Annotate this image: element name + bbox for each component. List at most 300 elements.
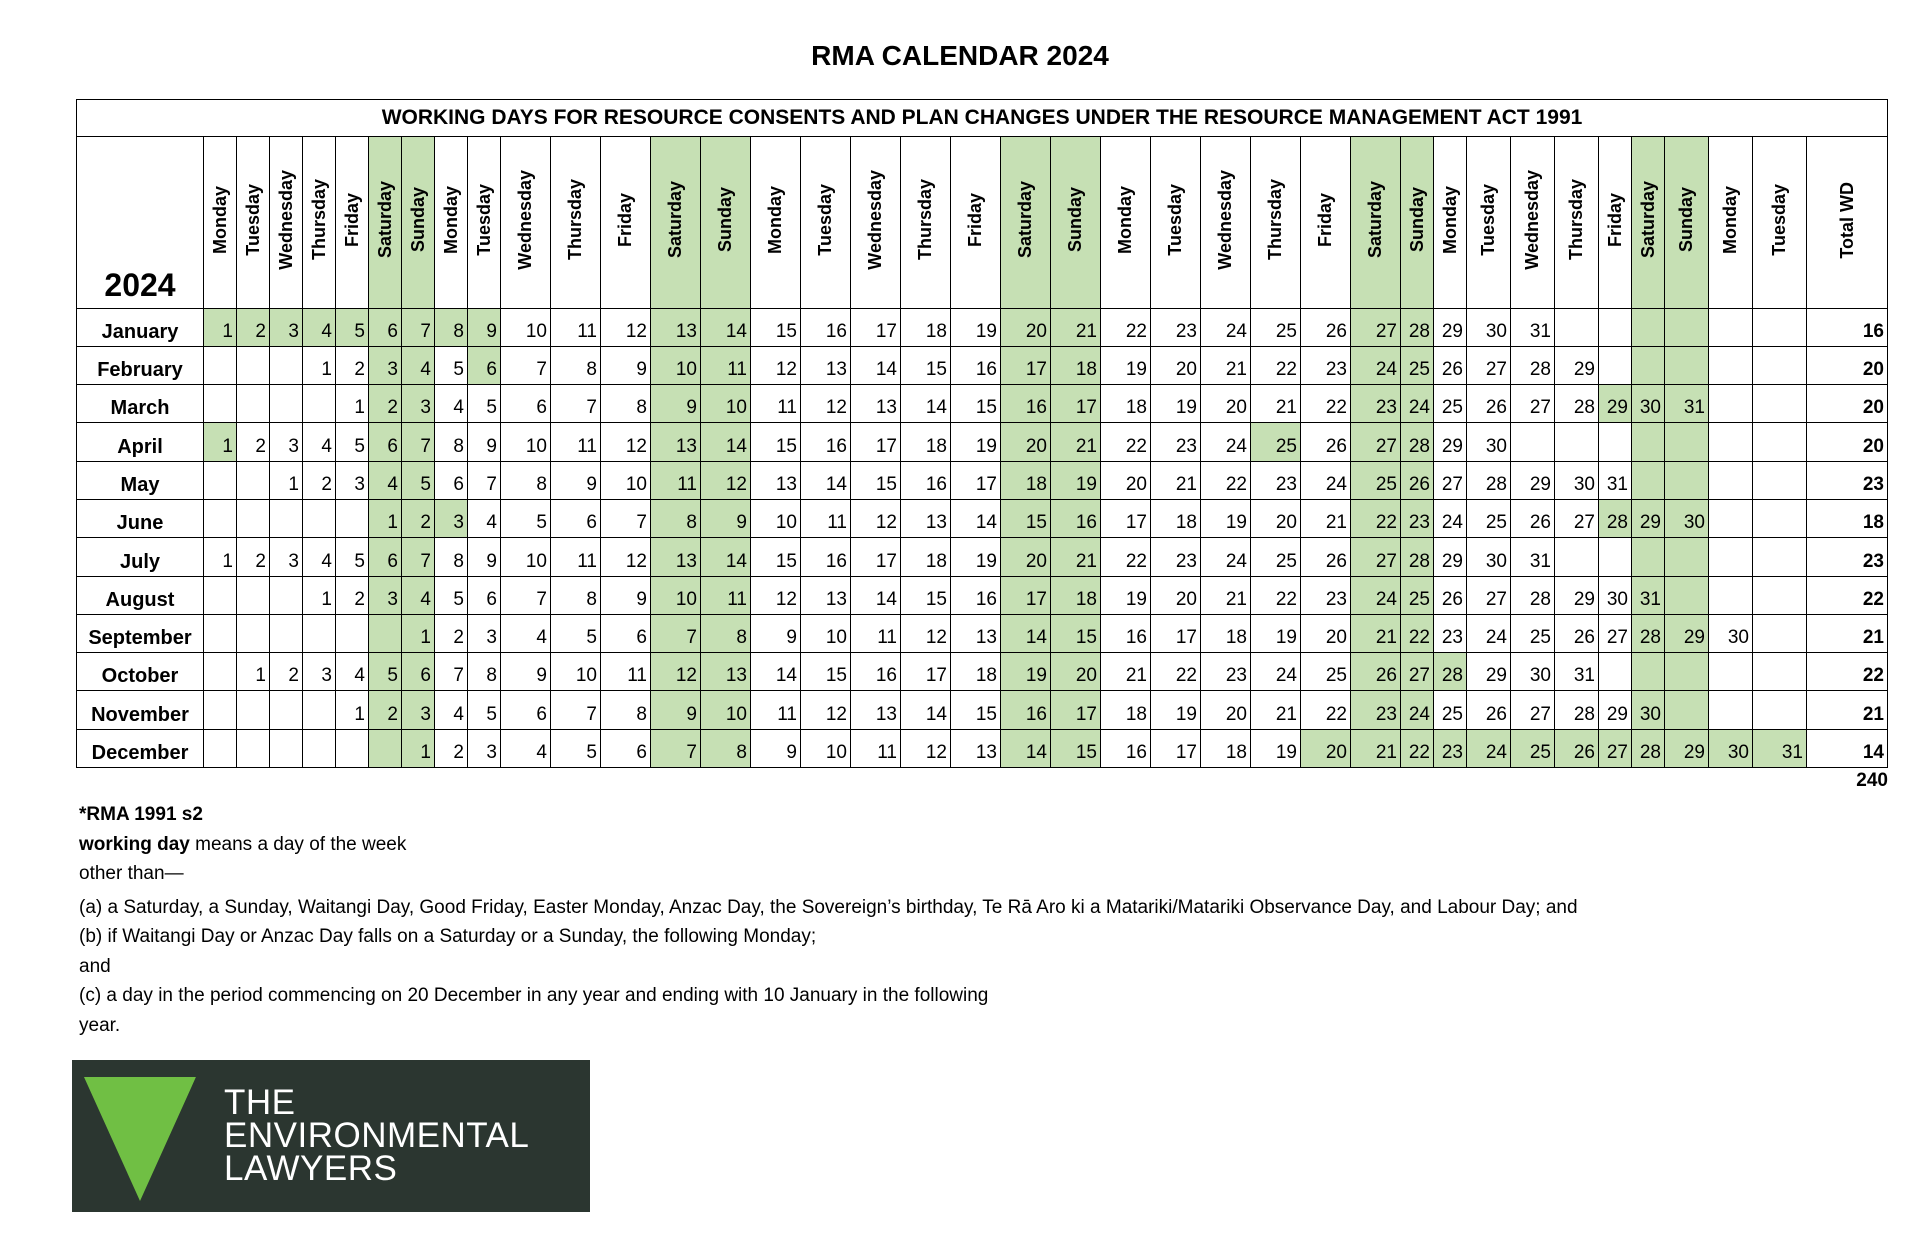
total-wd-label: Total WD: [1836, 181, 1857, 259]
empty-cell: [303, 499, 336, 537]
day-cell: 17: [1051, 385, 1101, 423]
empty-cell: [204, 576, 237, 614]
weekday-header: [801, 137, 851, 308]
month-name: March: [77, 385, 204, 423]
day-cell: 30: [1665, 499, 1709, 537]
empty-cell: [1632, 461, 1665, 499]
day-cell: 30: [1709, 614, 1753, 652]
day-cell: 21: [1201, 576, 1251, 614]
day-cell: 8: [435, 308, 468, 346]
day-cell: 20: [1301, 614, 1351, 652]
day-cell: 16: [1051, 499, 1101, 537]
month-row: [77, 614, 1888, 652]
day-cell: 25: [1511, 729, 1555, 767]
day-cell: 18: [1101, 385, 1151, 423]
empty-cell: [369, 729, 402, 767]
day-cell: 11: [551, 308, 601, 346]
month-name: February: [77, 346, 204, 384]
day-cell: 1: [336, 385, 369, 423]
day-cell: 2: [369, 691, 402, 729]
weekday-header: [1511, 137, 1555, 308]
weekday-label: Sunday: [1676, 187, 1696, 253]
day-cell: 15: [901, 346, 951, 384]
day-cell: 9: [468, 423, 501, 461]
day-cell: 16: [851, 653, 901, 691]
day-cell: 15: [801, 653, 851, 691]
day-cell: 27: [1511, 691, 1555, 729]
day-cell: 31: [1511, 538, 1555, 576]
table-subtitle: WORKING DAYS FOR RESOURCE CONSENTS AND PLAN CHANGES UNDER THE RESOURCE MANAGEMENT ACT 1991: [77, 100, 1888, 137]
weekday-label: Tuesday: [1478, 184, 1498, 256]
month-row: [77, 576, 1888, 614]
day-cell: 31: [1555, 653, 1599, 691]
empty-cell: [1555, 538, 1599, 576]
weekday-header: [1665, 137, 1709, 308]
month-row: [77, 691, 1888, 729]
day-cell: 7: [651, 729, 701, 767]
day-cell: 13: [801, 346, 851, 384]
day-cell: 29: [1511, 461, 1555, 499]
day-cell: 27: [1351, 423, 1401, 461]
day-cell: 1: [369, 499, 402, 537]
month-total-wd: 21: [1807, 691, 1888, 729]
day-cell: 7: [551, 691, 601, 729]
day-cell: 18: [1051, 576, 1101, 614]
weekday-header: [1101, 137, 1151, 308]
day-cell: 12: [751, 576, 801, 614]
day-cell: 17: [901, 653, 951, 691]
day-cell: 6: [369, 538, 402, 576]
day-cell: 12: [751, 346, 801, 384]
day-cell: 22: [1101, 538, 1151, 576]
day-cell: 15: [751, 538, 801, 576]
day-cell: 11: [601, 653, 651, 691]
day-cell: 26: [1301, 538, 1351, 576]
day-cell: 16: [801, 538, 851, 576]
day-cell: 24: [1301, 461, 1351, 499]
day-cell: 27: [1467, 346, 1511, 384]
day-cell: 16: [1101, 614, 1151, 652]
month-name: July: [77, 538, 204, 576]
day-cell: 28: [1511, 576, 1555, 614]
day-cell: 19: [1251, 614, 1301, 652]
day-cell: 23: [1301, 346, 1351, 384]
day-cell: 13: [651, 538, 701, 576]
weekday-header: [851, 137, 901, 308]
day-cell: 7: [468, 461, 501, 499]
empty-cell: [270, 385, 303, 423]
day-cell: 8: [435, 423, 468, 461]
weekday-label: Saturday: [665, 181, 685, 259]
day-cell: 23: [1434, 614, 1467, 652]
empty-cell: [1709, 423, 1753, 461]
empty-cell: [237, 614, 270, 652]
weekday-header: [1555, 137, 1599, 308]
day-cell: 19: [951, 538, 1001, 576]
empty-cell: [1753, 653, 1807, 691]
day-cell: 21: [1301, 499, 1351, 537]
empty-cell: [1632, 308, 1665, 346]
month-total-wd: 20: [1807, 423, 1888, 461]
day-cell: 30: [1467, 538, 1511, 576]
day-cell: 24: [1201, 423, 1251, 461]
day-cell: 26: [1301, 423, 1351, 461]
day-cell: 22: [1251, 576, 1301, 614]
weekday-header: [237, 137, 270, 308]
day-cell: 3: [270, 538, 303, 576]
month-name: April: [77, 423, 204, 461]
day-cell: 12: [701, 461, 751, 499]
day-cell: 7: [402, 423, 435, 461]
day-cell: 30: [1467, 308, 1511, 346]
day-cell: 13: [801, 576, 851, 614]
weekday-header: [204, 137, 237, 308]
empty-cell: [270, 614, 303, 652]
day-cell: 10: [501, 538, 551, 576]
day-cell: 27: [1555, 499, 1599, 537]
day-cell: 29: [1665, 614, 1709, 652]
day-cell: 24: [1401, 691, 1434, 729]
day-cell: 11: [851, 729, 901, 767]
day-cell: 14: [1001, 614, 1051, 652]
day-cell: 17: [1151, 614, 1201, 652]
day-cell: 25: [1401, 576, 1434, 614]
day-cell: 2: [435, 614, 468, 652]
day-cell: 16: [951, 346, 1001, 384]
day-cell: 28: [1632, 614, 1665, 652]
empty-cell: [1665, 423, 1709, 461]
empty-cell: [369, 614, 402, 652]
day-cell: 23: [1151, 423, 1201, 461]
day-cell: 15: [951, 385, 1001, 423]
weekday-label: Saturday: [1015, 181, 1035, 259]
weekday-label: Tuesday: [242, 184, 263, 256]
day-cell: 19: [1101, 346, 1151, 384]
day-cell: 29: [1632, 499, 1665, 537]
day-cell: 25: [1251, 423, 1301, 461]
day-cell: 5: [402, 461, 435, 499]
day-cell: 1: [402, 729, 435, 767]
day-cell: 29: [1434, 423, 1467, 461]
weekday-header: [1301, 137, 1351, 308]
empty-cell: [303, 691, 336, 729]
day-cell: 1: [270, 461, 303, 499]
day-cell: 5: [468, 385, 501, 423]
weekday-header: [369, 137, 402, 308]
empty-cell: [237, 346, 270, 384]
day-cell: 20: [1001, 538, 1051, 576]
empty-cell: [336, 499, 369, 537]
empty-cell: [270, 691, 303, 729]
day-cell: 26: [1555, 729, 1599, 767]
day-cell: 22: [1301, 385, 1351, 423]
day-cell: 7: [501, 576, 551, 614]
day-cell: 4: [402, 346, 435, 384]
day-cell: 2: [402, 499, 435, 537]
day-cell: 18: [951, 653, 1001, 691]
day-cell: 29: [1467, 653, 1511, 691]
day-cell: 29: [1599, 385, 1632, 423]
day-cell: 3: [402, 385, 435, 423]
day-cell: 21: [1051, 538, 1101, 576]
empty-cell: [1709, 346, 1753, 384]
day-cell: 31: [1511, 308, 1555, 346]
day-cell: 29: [1665, 729, 1709, 767]
weekday-label: Tuesday: [1769, 184, 1789, 256]
day-cell: 30: [1599, 576, 1632, 614]
weekday-label: Wednesday: [515, 170, 535, 270]
day-cell: 1: [303, 346, 336, 384]
weekday-label: Wednesday: [1522, 170, 1542, 270]
day-cell: 25: [1511, 614, 1555, 652]
month-row: [77, 461, 1888, 499]
day-cell: 12: [901, 614, 951, 652]
day-cell: 19: [951, 423, 1001, 461]
definition-text: means a day of the week: [189, 833, 407, 855]
day-cell: 2: [237, 423, 270, 461]
day-cell: 21: [1351, 614, 1401, 652]
day-cell: 24: [1434, 499, 1467, 537]
day-cell: 14: [851, 346, 901, 384]
day-cell: 6: [468, 576, 501, 614]
empty-cell: [1753, 346, 1807, 384]
empty-cell: [204, 499, 237, 537]
day-cell: 4: [369, 461, 402, 499]
empty-cell: [204, 614, 237, 652]
day-cell: 1: [204, 423, 237, 461]
empty-cell: [1709, 461, 1753, 499]
day-cell: 23: [1251, 461, 1301, 499]
day-cell: 28: [1401, 308, 1434, 346]
day-cell: 27: [1351, 308, 1401, 346]
day-cell: 22: [1351, 499, 1401, 537]
day-cell: 16: [801, 423, 851, 461]
day-cell: 18: [901, 538, 951, 576]
day-cell: 5: [435, 346, 468, 384]
day-cell: 1: [303, 576, 336, 614]
day-cell: 20: [1251, 499, 1301, 537]
day-cell: 30: [1467, 423, 1511, 461]
day-cell: 20: [1201, 691, 1251, 729]
day-cell: 28: [1555, 385, 1599, 423]
day-cell: 7: [402, 308, 435, 346]
weekday-label: Friday: [615, 192, 635, 247]
weekday-header: [651, 137, 701, 308]
day-cell: 17: [951, 461, 1001, 499]
day-cell: 20: [1201, 385, 1251, 423]
day-cell: 3: [468, 729, 501, 767]
day-cell: 25: [1434, 691, 1467, 729]
month-row: [77, 653, 1888, 691]
weekday-label: Sunday: [1406, 187, 1427, 253]
day-cell: 17: [1001, 346, 1051, 384]
weekday-label: Friday: [1315, 192, 1335, 247]
day-cell: 6: [435, 461, 468, 499]
day-cell: 21: [1101, 653, 1151, 691]
definition-notes: [79, 800, 1879, 1040]
day-cell: 7: [651, 614, 701, 652]
month-total-wd: 18: [1807, 499, 1888, 537]
day-cell: 23: [1434, 729, 1467, 767]
day-cell: 7: [601, 499, 651, 537]
day-cell: 8: [551, 576, 601, 614]
day-cell: 23: [1201, 653, 1251, 691]
empty-cell: [1665, 538, 1709, 576]
empty-cell: [1632, 538, 1665, 576]
month-name: August: [77, 576, 204, 614]
day-cell: 12: [801, 691, 851, 729]
day-cell: 5: [336, 538, 369, 576]
day-cell: 25: [1301, 653, 1351, 691]
day-cell: 11: [701, 576, 751, 614]
weekday-header: [1753, 137, 1807, 308]
empty-cell: [270, 729, 303, 767]
day-cell: 15: [1051, 729, 1101, 767]
logo-wordmark: [224, 1083, 530, 1188]
grand-total: 240: [1856, 770, 1888, 791]
day-cell: 2: [237, 308, 270, 346]
day-cell: 22: [1101, 308, 1151, 346]
day-cell: 10: [601, 461, 651, 499]
day-cell: 5: [369, 653, 402, 691]
day-cell: 18: [1101, 691, 1151, 729]
empty-cell: [1599, 308, 1632, 346]
day-cell: 19: [1151, 691, 1201, 729]
day-cell: 10: [701, 691, 751, 729]
day-cell: 8: [701, 729, 751, 767]
day-cell: 6: [501, 691, 551, 729]
logo-line-1: THE: [224, 1083, 296, 1122]
day-cell: 4: [303, 308, 336, 346]
day-cell: 5: [336, 308, 369, 346]
day-cell: 2: [336, 576, 369, 614]
day-cell: 25: [1401, 346, 1434, 384]
empty-cell: [237, 499, 270, 537]
weekday-label: Thursday: [1566, 179, 1586, 261]
day-cell: 6: [601, 614, 651, 652]
definition-line: [79, 830, 1879, 860]
day-cell: 15: [1001, 499, 1051, 537]
month-name: September: [77, 614, 204, 652]
day-cell: 1: [237, 653, 270, 691]
empty-cell: [1753, 576, 1807, 614]
day-cell: 26: [1434, 576, 1467, 614]
day-cell: 23: [1351, 385, 1401, 423]
empty-cell: [204, 729, 237, 767]
day-cell: 16: [801, 308, 851, 346]
day-cell: 13: [851, 691, 901, 729]
weekday-label: Sunday: [715, 187, 735, 253]
day-cell: 17: [1101, 499, 1151, 537]
day-cell: 11: [551, 538, 601, 576]
day-cell: 18: [1201, 729, 1251, 767]
day-cell: 19: [1151, 385, 1201, 423]
day-cell: 11: [851, 614, 901, 652]
empty-cell: [303, 729, 336, 767]
day-cell: 3: [369, 576, 402, 614]
day-cell: 8: [601, 385, 651, 423]
day-cell: 8: [601, 691, 651, 729]
day-cell: 28: [1401, 538, 1434, 576]
day-cell: 17: [851, 308, 901, 346]
empty-cell: [1599, 346, 1632, 384]
month-row: [77, 423, 1888, 461]
weekday-label: Tuesday: [815, 184, 835, 256]
weekday-header-row: [77, 137, 1888, 308]
day-cell: 17: [851, 538, 901, 576]
empty-cell: [237, 385, 270, 423]
day-cell: 30: [1632, 691, 1665, 729]
day-cell: 24: [1201, 308, 1251, 346]
day-cell: 1: [336, 691, 369, 729]
weekday-header: [1351, 137, 1401, 308]
day-cell: 31: [1632, 576, 1665, 614]
day-cell: 29: [1599, 691, 1632, 729]
day-cell: 5: [468, 691, 501, 729]
day-cell: 5: [551, 614, 601, 652]
day-cell: 25: [1351, 461, 1401, 499]
day-cell: 20: [1151, 576, 1201, 614]
weekday-header: [468, 137, 501, 308]
month-name: December: [77, 729, 204, 767]
day-cell: 17: [1001, 576, 1051, 614]
day-cell: 9: [501, 653, 551, 691]
day-cell: 27: [1599, 729, 1632, 767]
day-cell: 19: [1001, 653, 1051, 691]
logo-line-2: ENVIRONMENTAL: [224, 1116, 530, 1155]
day-cell: 24: [1467, 729, 1511, 767]
weekday-header: [402, 137, 435, 308]
day-cell: 4: [402, 576, 435, 614]
day-cell: 20: [1001, 308, 1051, 346]
weekday-header: [435, 137, 468, 308]
weekday-label: Monday: [1439, 185, 1460, 254]
month-name: May: [77, 461, 204, 499]
empty-cell: [1709, 576, 1753, 614]
day-cell: 19: [1251, 729, 1301, 767]
day-cell: 3: [468, 614, 501, 652]
day-cell: 22: [1101, 423, 1151, 461]
empty-cell: [204, 461, 237, 499]
empty-cell: [1709, 385, 1753, 423]
day-cell: 20: [1001, 423, 1051, 461]
weekday-label: Friday: [965, 192, 985, 247]
day-cell: 5: [336, 423, 369, 461]
empty-cell: [1511, 423, 1555, 461]
day-cell: 28: [1467, 461, 1511, 499]
day-cell: 15: [1051, 614, 1101, 652]
month-total-wd: 22: [1807, 653, 1888, 691]
day-cell: 24: [1467, 614, 1511, 652]
empty-cell: [1665, 461, 1709, 499]
weekday-header: [601, 137, 651, 308]
day-cell: 11: [651, 461, 701, 499]
day-cell: 30: [1632, 385, 1665, 423]
day-cell: 19: [1101, 576, 1151, 614]
weekday-label: Wednesday: [275, 170, 296, 270]
day-cell: 18: [1051, 346, 1101, 384]
day-cell: 14: [701, 308, 751, 346]
month-name: October: [77, 653, 204, 691]
day-cell: 5: [551, 729, 601, 767]
day-cell: 9: [468, 538, 501, 576]
weekday-label: Friday: [1604, 192, 1625, 247]
day-cell: 3: [270, 423, 303, 461]
day-cell: 23: [1351, 691, 1401, 729]
day-cell: 20: [1301, 729, 1351, 767]
day-cell: 17: [1151, 729, 1201, 767]
day-cell: 28: [1555, 691, 1599, 729]
